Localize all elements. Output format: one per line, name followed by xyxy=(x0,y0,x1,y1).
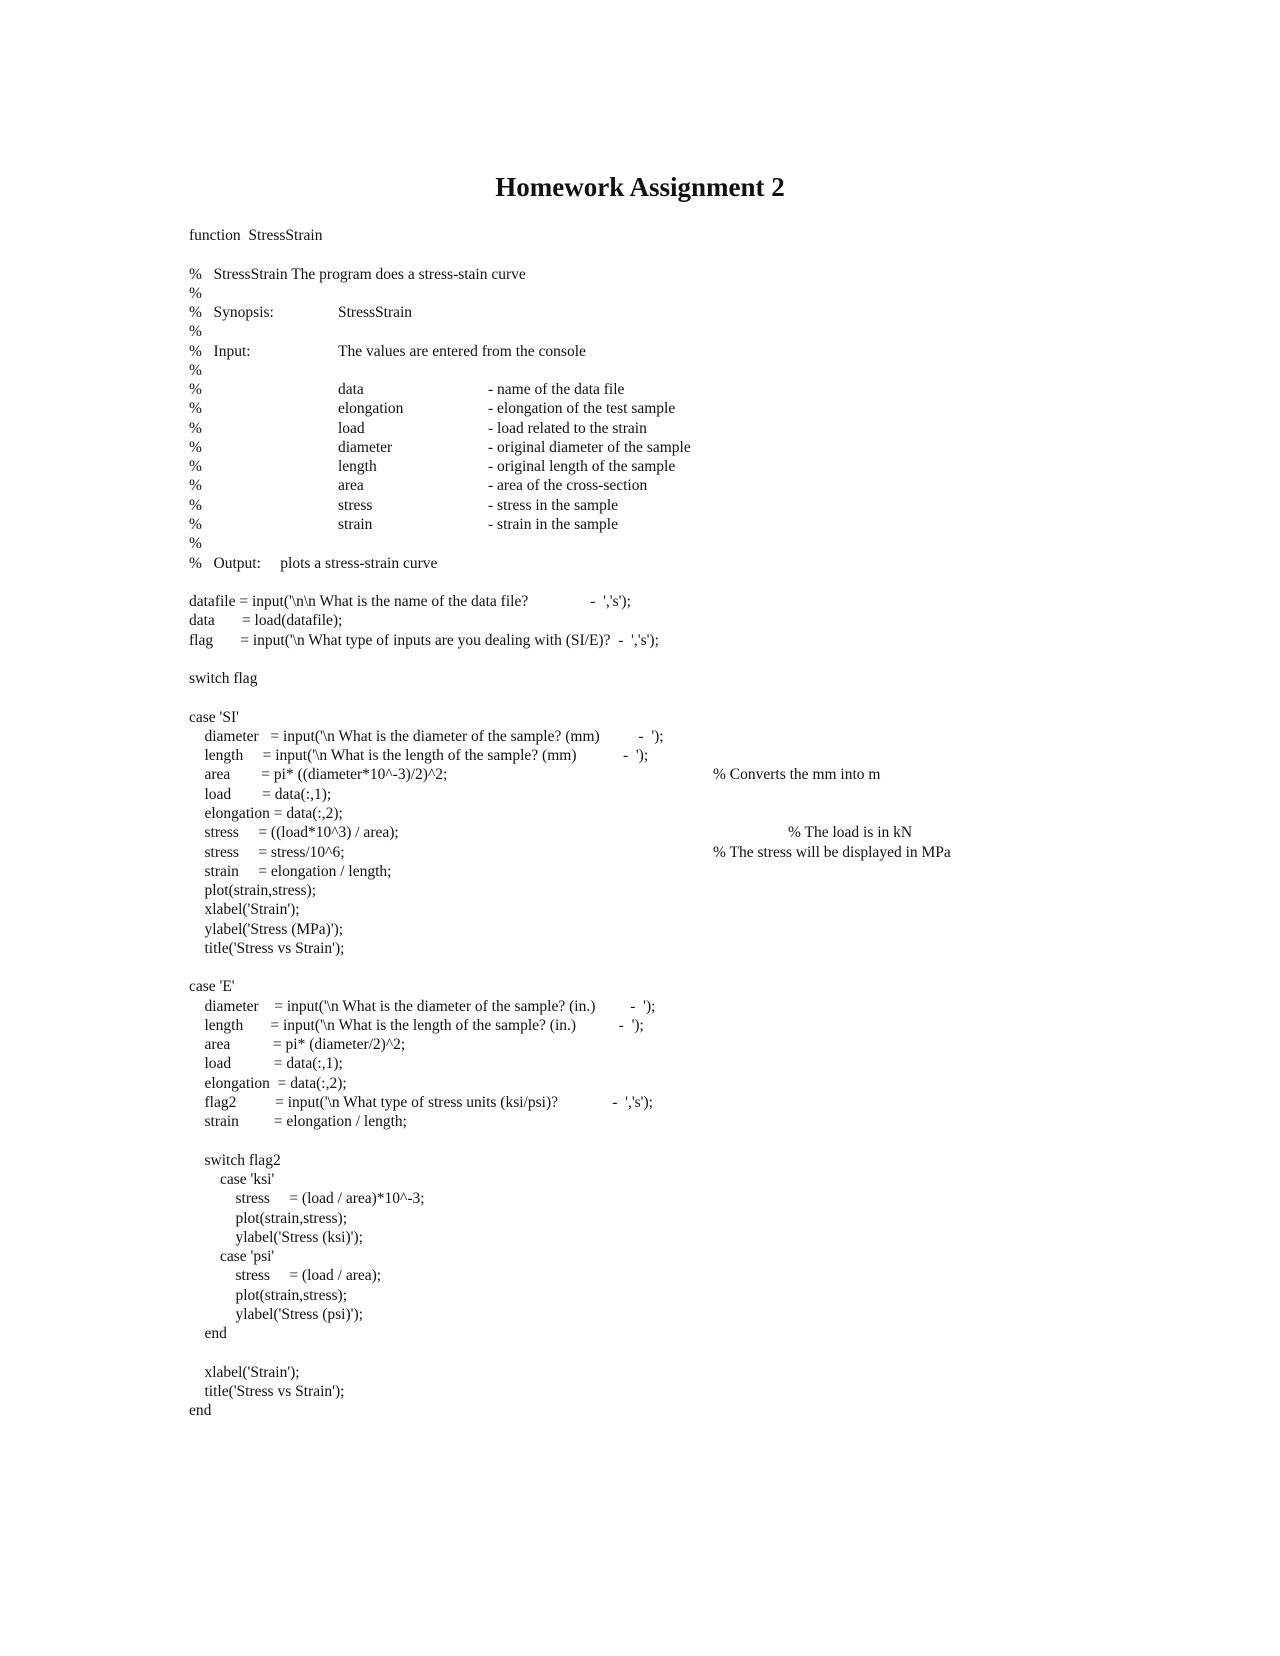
code-line xyxy=(189,862,1189,881)
code-text: xlabel('Strain'); xyxy=(189,1363,300,1381)
code-text: elongation = data(:,2); xyxy=(189,1074,347,1092)
code-line xyxy=(189,515,1189,534)
variable-description: - name of the data file xyxy=(488,381,625,399)
code-text: load = data(:,1); xyxy=(189,785,332,803)
variable-description: - original diameter of the sample xyxy=(488,438,691,456)
code-text: data = load(datafile); xyxy=(189,612,343,630)
code-text: length = input('\n What is the length of the sample? (mm) - '); xyxy=(189,747,649,765)
code-line xyxy=(189,1209,1189,1228)
code-line xyxy=(189,1016,1189,1035)
code-text: % StressStrain The program does a stress-stain curve xyxy=(189,265,526,283)
code-text: flag = input('\n What type of inputs are you dealing with (SI/E)? - ','s'); xyxy=(189,631,659,649)
code-line xyxy=(189,785,1189,804)
code-text: end xyxy=(189,1325,227,1343)
code-text: % xyxy=(189,381,202,399)
code-text: % xyxy=(189,515,202,533)
code-line xyxy=(189,226,1189,245)
code-line xyxy=(189,920,1189,939)
code-line xyxy=(189,997,1189,1016)
code-line xyxy=(189,342,1189,361)
code-line xyxy=(189,1247,1189,1266)
code-line xyxy=(189,1151,1189,1170)
code-line xyxy=(189,573,1189,592)
code-text: switch flag xyxy=(189,670,258,688)
code-line xyxy=(189,727,1189,746)
code-text: % xyxy=(189,458,202,476)
code-text: elongation = data(:,2); xyxy=(189,804,343,822)
code-text: plot(strain,stress); xyxy=(189,1209,347,1227)
code-text: case 'ksi' xyxy=(189,1171,275,1189)
comment-column-text: area xyxy=(338,477,364,495)
code-text: % Synopsis: xyxy=(189,304,274,322)
code-line xyxy=(189,1131,1189,1150)
code-line xyxy=(189,708,1189,727)
code-line xyxy=(189,1266,1189,1285)
code-line xyxy=(189,1382,1189,1401)
code-text: strain = elongation / length; xyxy=(189,1113,407,1131)
comment-column-text: data xyxy=(338,381,364,399)
code-line xyxy=(189,900,1189,919)
code-line xyxy=(189,1074,1189,1093)
variable-description: - elongation of the test sample xyxy=(488,400,676,418)
code-line xyxy=(189,399,1189,418)
variable-description: - stress in the sample xyxy=(488,496,619,514)
code-text: area = pi* (diameter/2)^2; xyxy=(189,1036,406,1054)
code-text: % xyxy=(189,535,202,553)
code-text: diameter = input('\n What is the diameter of the sample? (mm) - '); xyxy=(189,727,664,745)
code-text: ylabel('Stress (psi)'); xyxy=(189,1305,363,1323)
code-text: case 'E' xyxy=(189,978,235,996)
code-text: % xyxy=(189,284,202,302)
code-line-with-comment xyxy=(189,843,1189,862)
code-line xyxy=(189,245,1189,264)
code-text: ylabel('Stress (MPa)'); xyxy=(189,920,344,938)
code-line xyxy=(189,746,1189,765)
code-text: diameter = input('\n What is the diameter of the sample? (in.) - '); xyxy=(189,997,656,1015)
code-line xyxy=(189,1286,1189,1305)
code-text: % xyxy=(189,477,202,495)
code-text: end xyxy=(189,1402,212,1420)
code-text: stress = ((load*10^3) / area); xyxy=(189,824,399,842)
code-text: stress = (load / area)*10^-3; xyxy=(189,1190,425,1208)
code-line xyxy=(189,1189,1189,1208)
code-text: plot(strain,stress); xyxy=(189,1286,347,1304)
code-text: title('Stress vs Strain'); xyxy=(189,1382,345,1400)
code-line xyxy=(189,1343,1189,1362)
code-text: % xyxy=(189,400,202,418)
code-line xyxy=(189,438,1189,457)
code-text: datafile = input('\n\n What is the name of the data file? - ','s'); xyxy=(189,593,631,611)
code-line xyxy=(189,631,1189,650)
code-line xyxy=(189,881,1189,900)
code-text: case 'psi' xyxy=(189,1248,275,1266)
code-text: % xyxy=(189,361,202,379)
code-text: stress = (load / area); xyxy=(189,1267,382,1285)
code-line xyxy=(189,804,1189,823)
comment-column-text: diameter xyxy=(338,438,393,456)
code-text: area = pi* ((diameter*10^-3)/2)^2; xyxy=(189,766,448,784)
code-text: % xyxy=(189,438,202,456)
variable-description: - original length of the sample xyxy=(488,458,676,476)
code-line xyxy=(189,322,1189,341)
variable-description: - load related to the strain xyxy=(488,419,647,437)
code-line xyxy=(189,1093,1189,1112)
code-line xyxy=(189,534,1189,553)
inline-comment: % The load is in kN xyxy=(788,824,913,842)
code-text: function StressStrain xyxy=(189,227,323,244)
code-line-with-comment xyxy=(189,765,1189,784)
code-line xyxy=(189,476,1189,495)
code-text: stress = stress/10^6; xyxy=(189,843,345,861)
page-title: Homework Assignment 2 xyxy=(495,172,785,202)
code-text: % xyxy=(189,419,202,437)
variable-description: - area of the cross-section xyxy=(488,477,648,495)
code-line xyxy=(189,1401,1189,1420)
code-text: ylabel('Stress (ksi)'); xyxy=(189,1228,363,1246)
comment-column-text: StressStrain xyxy=(338,304,413,322)
code-line xyxy=(189,688,1189,707)
code-line xyxy=(189,303,1189,322)
code-line xyxy=(189,554,1189,573)
code-line-with-comment xyxy=(189,823,1189,842)
code-line xyxy=(189,419,1189,438)
code-line xyxy=(189,669,1189,688)
code-line xyxy=(189,457,1189,476)
code-line xyxy=(189,650,1189,669)
code-line xyxy=(189,265,1189,284)
inline-comment: % Converts the mm into m xyxy=(713,766,881,784)
comment-column-text: strain xyxy=(338,515,373,533)
code-listing xyxy=(189,226,1189,1420)
code-line xyxy=(189,1228,1189,1247)
code-text: case 'SI' xyxy=(189,708,239,726)
code-line xyxy=(189,496,1189,515)
comment-column-text: The values are entered from the console xyxy=(338,342,586,360)
code-line xyxy=(189,1054,1189,1073)
code-line xyxy=(189,284,1189,303)
code-text: flag2 = input('\n What type of stress units (ksi/psi)? - ','s'); xyxy=(189,1093,653,1111)
code-line xyxy=(189,1170,1189,1189)
code-text: % Input: xyxy=(189,342,251,360)
code-line xyxy=(189,611,1189,630)
variable-description: - strain in the sample xyxy=(488,515,618,533)
code-text: xlabel('Strain'); xyxy=(189,901,300,919)
comment-column-text: length xyxy=(338,458,377,476)
comment-column-text: elongation xyxy=(338,400,404,418)
code-text: % xyxy=(189,496,202,514)
code-line xyxy=(189,380,1189,399)
code-text: strain = elongation / length; xyxy=(189,862,392,880)
comment-column-text: stress xyxy=(338,496,373,514)
code-line xyxy=(189,592,1189,611)
inline-comment: % The stress will be displayed in MPa xyxy=(713,843,951,861)
code-text: title('Stress vs Strain'); xyxy=(189,939,345,957)
code-text: length = input('\n What is the length of the sample? (in.) - '); xyxy=(189,1016,644,1034)
code-line xyxy=(189,958,1189,977)
comment-column-text: load xyxy=(338,419,365,437)
code-text: switch flag2 xyxy=(189,1151,281,1169)
code-text: % Output: plots a stress-strain curve xyxy=(189,554,438,572)
code-text: load = data(:,1); xyxy=(189,1055,343,1073)
code-line xyxy=(189,939,1189,958)
code-text: % xyxy=(189,323,202,341)
code-line xyxy=(189,1363,1189,1382)
code-line xyxy=(189,977,1189,996)
code-line xyxy=(189,1035,1189,1054)
code-line xyxy=(189,1112,1189,1131)
code-line xyxy=(189,1324,1189,1343)
code-text: plot(strain,stress); xyxy=(189,882,316,900)
code-line xyxy=(189,361,1189,380)
code-line xyxy=(189,1305,1189,1324)
